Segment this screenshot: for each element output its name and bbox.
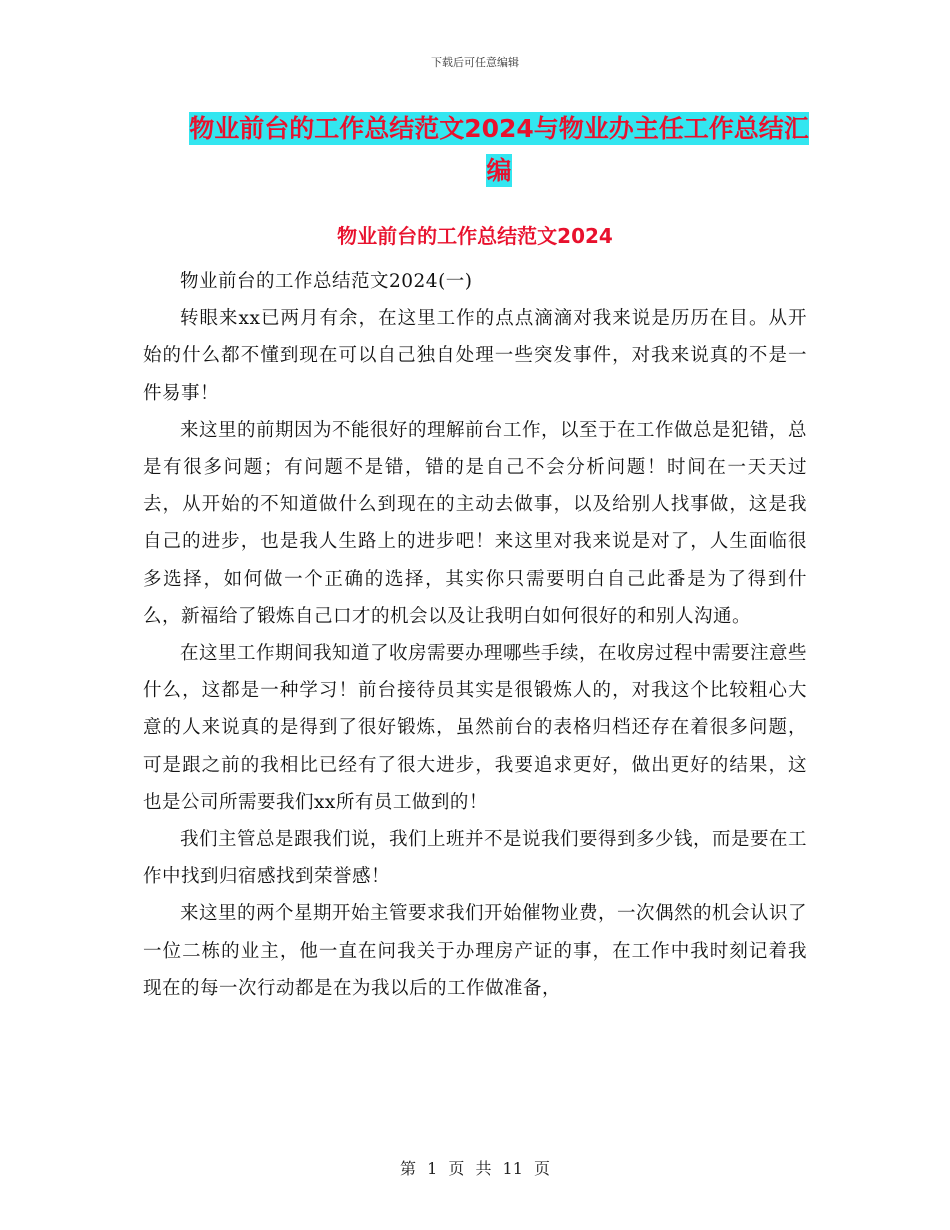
document-title-text: 物业前台的工作总结范文2024与物业办主任工作总结汇编 — [189, 114, 809, 185]
body-paragraph: 转眼来xx已两月有余，在这里工作的点点滴滴对我来说是历历在目。从开始的什么都不懂到现在可以自己独自处理一些突发事件，对我来说真的不是一件易事！ — [143, 308, 807, 404]
body-paragraph: 来这里的两个星期开始主管要求我们开始催物业费，一次偶然的机会认识了一位二栋的业主，他一直在问我关于办理房产证的事，在工作中我时刻记着我现在的每一次行动都是在为我以后的工作做准备， — [143, 903, 808, 999]
subsection-heading: 物业前台的工作总结范文2024(一) — [180, 271, 473, 292]
header-note: 下载后可任意编辑 — [431, 56, 519, 69]
section-title: 物业前台的工作总结范文2024 — [337, 224, 613, 248]
body-paragraph: 我们主管总是跟我们说，我们上班并不是说我们要得到多少钱，而是要在工作中找到归宿感找到荣誉感！ — [143, 829, 808, 888]
page-number: 第 1 页 共 11 页 — [400, 1159, 550, 1178]
body-paragraph: 来这里的前期因为不能很好的理解前台工作，以至于在工作做总是犯错，总是有很多问题；有问题不是错，错的是自己不会分析问题！时间在一天天过去，从开始的不知道做什么到现在的主动去做事，以及给别人找事做，这是我自己的进步，也是我人生路上的进步吧！来这里对我来说是对了，人生面临很多选择，如何做一个正确的选择，其实你只需要明白自己此番是为了得到什么，新福给了锻炼自己口才的机会以及让我明白如何很好的和别人沟通。 — [143, 419, 808, 627]
document-title — [188, 108, 810, 192]
body-paragraph: 在这里工作期间我知道了收房需要办理哪些手续，在收房过程中需要注意些什么，这都是一种学习！前台接待员其实是很锻炼人的，对我这个比较粗心大意的人来说真的是得到了很好锻炼，虽然前台的表格归档还存在着很多问题，可是跟之前的我相比已经有了很大进步，我要追求更好，做出更好的结果，这也是公司所需要我们xx所有员工做到的！ — [143, 643, 808, 813]
document-body — [143, 263, 807, 1007]
